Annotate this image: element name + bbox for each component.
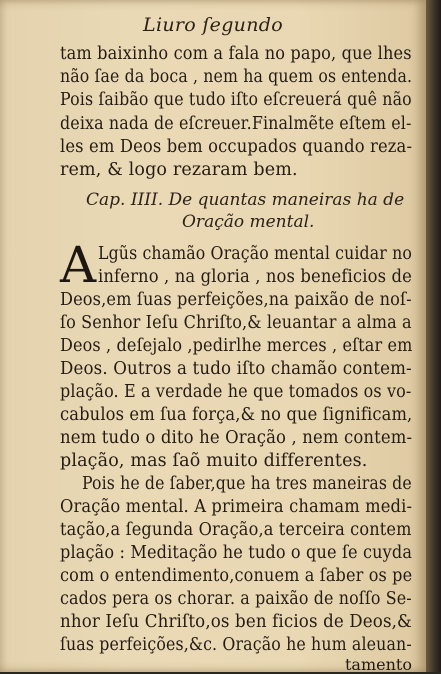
text-line: cados pera os chorar. a paixão de noſſo Se- [60,589,412,609]
chapter-heading-line-1: Cap. IIII. De quantas maneiras ha de [86,190,405,210]
text-line: com o entendimento,conuem a ſaber os pe [60,566,413,586]
text-line: nhor Ieſu Chriſto,os ben ficios de Deos,& [60,612,413,632]
text-line: Deos,em ſuas perfeições,na paixão de noſ- [60,290,412,310]
chapter-heading-line-2: Oração mental. [182,212,315,232]
text-line: ſo Senhor Ieſu Chriſto,& leuantar a alma a [60,313,412,333]
text-line: plação. E a verdade he que tomados os vo- [60,382,412,402]
text-line: ſuas perfeições,&c. Oração he hum aleuan- [60,635,412,655]
running-head: Liuro ſegundo [143,14,283,36]
text-line: plação, mas ſaõ muito differentes. [60,451,368,471]
text-line: nem tudo o dito he Oração , nem contem- [60,428,413,448]
text-line: les em Deos bem occupados quando reza- [60,137,413,157]
text-line: deixa nada de eſcreuer.Finalmẽte eſtem el- [60,114,412,134]
text-line: tação,a ſegunda Oração,a terceira contem [60,520,412,540]
text-line: tam baixinho com a fala no papo, que lhes [60,44,412,64]
book-spine-edge [426,0,441,672]
text-line: não ſae da boca , nem ha quem os entenda. [60,67,413,87]
text-line: Pois ſaibão que tudo iſto eſcreuerá quê não [60,90,412,110]
text-line: plação : Meditação he tudo o que ſe cuyda [60,543,413,563]
catchword: tamento [345,655,412,674]
text-line: Deos. Outros a tudo iſto chamão contem- [60,359,412,379]
text-line: rem, & logo rezaram bem. [60,160,298,180]
text-line: Pois he de ſaber,que ha tres maneiras de [82,474,412,494]
text-line: Oração mental. A primeira chamam medi- [60,497,413,517]
text-line: Lgũs chamão Oração mental cuidar no [98,244,413,264]
text-line: inferno , na gloria , nos beneficios de [98,267,412,287]
text-line: Deos , deſejalo ,pedirlhe merces , eſtar em [60,336,413,356]
text-line: cabulos em ſua força,& no que ſignificam, [60,405,413,425]
drop-cap: A [60,236,97,294]
